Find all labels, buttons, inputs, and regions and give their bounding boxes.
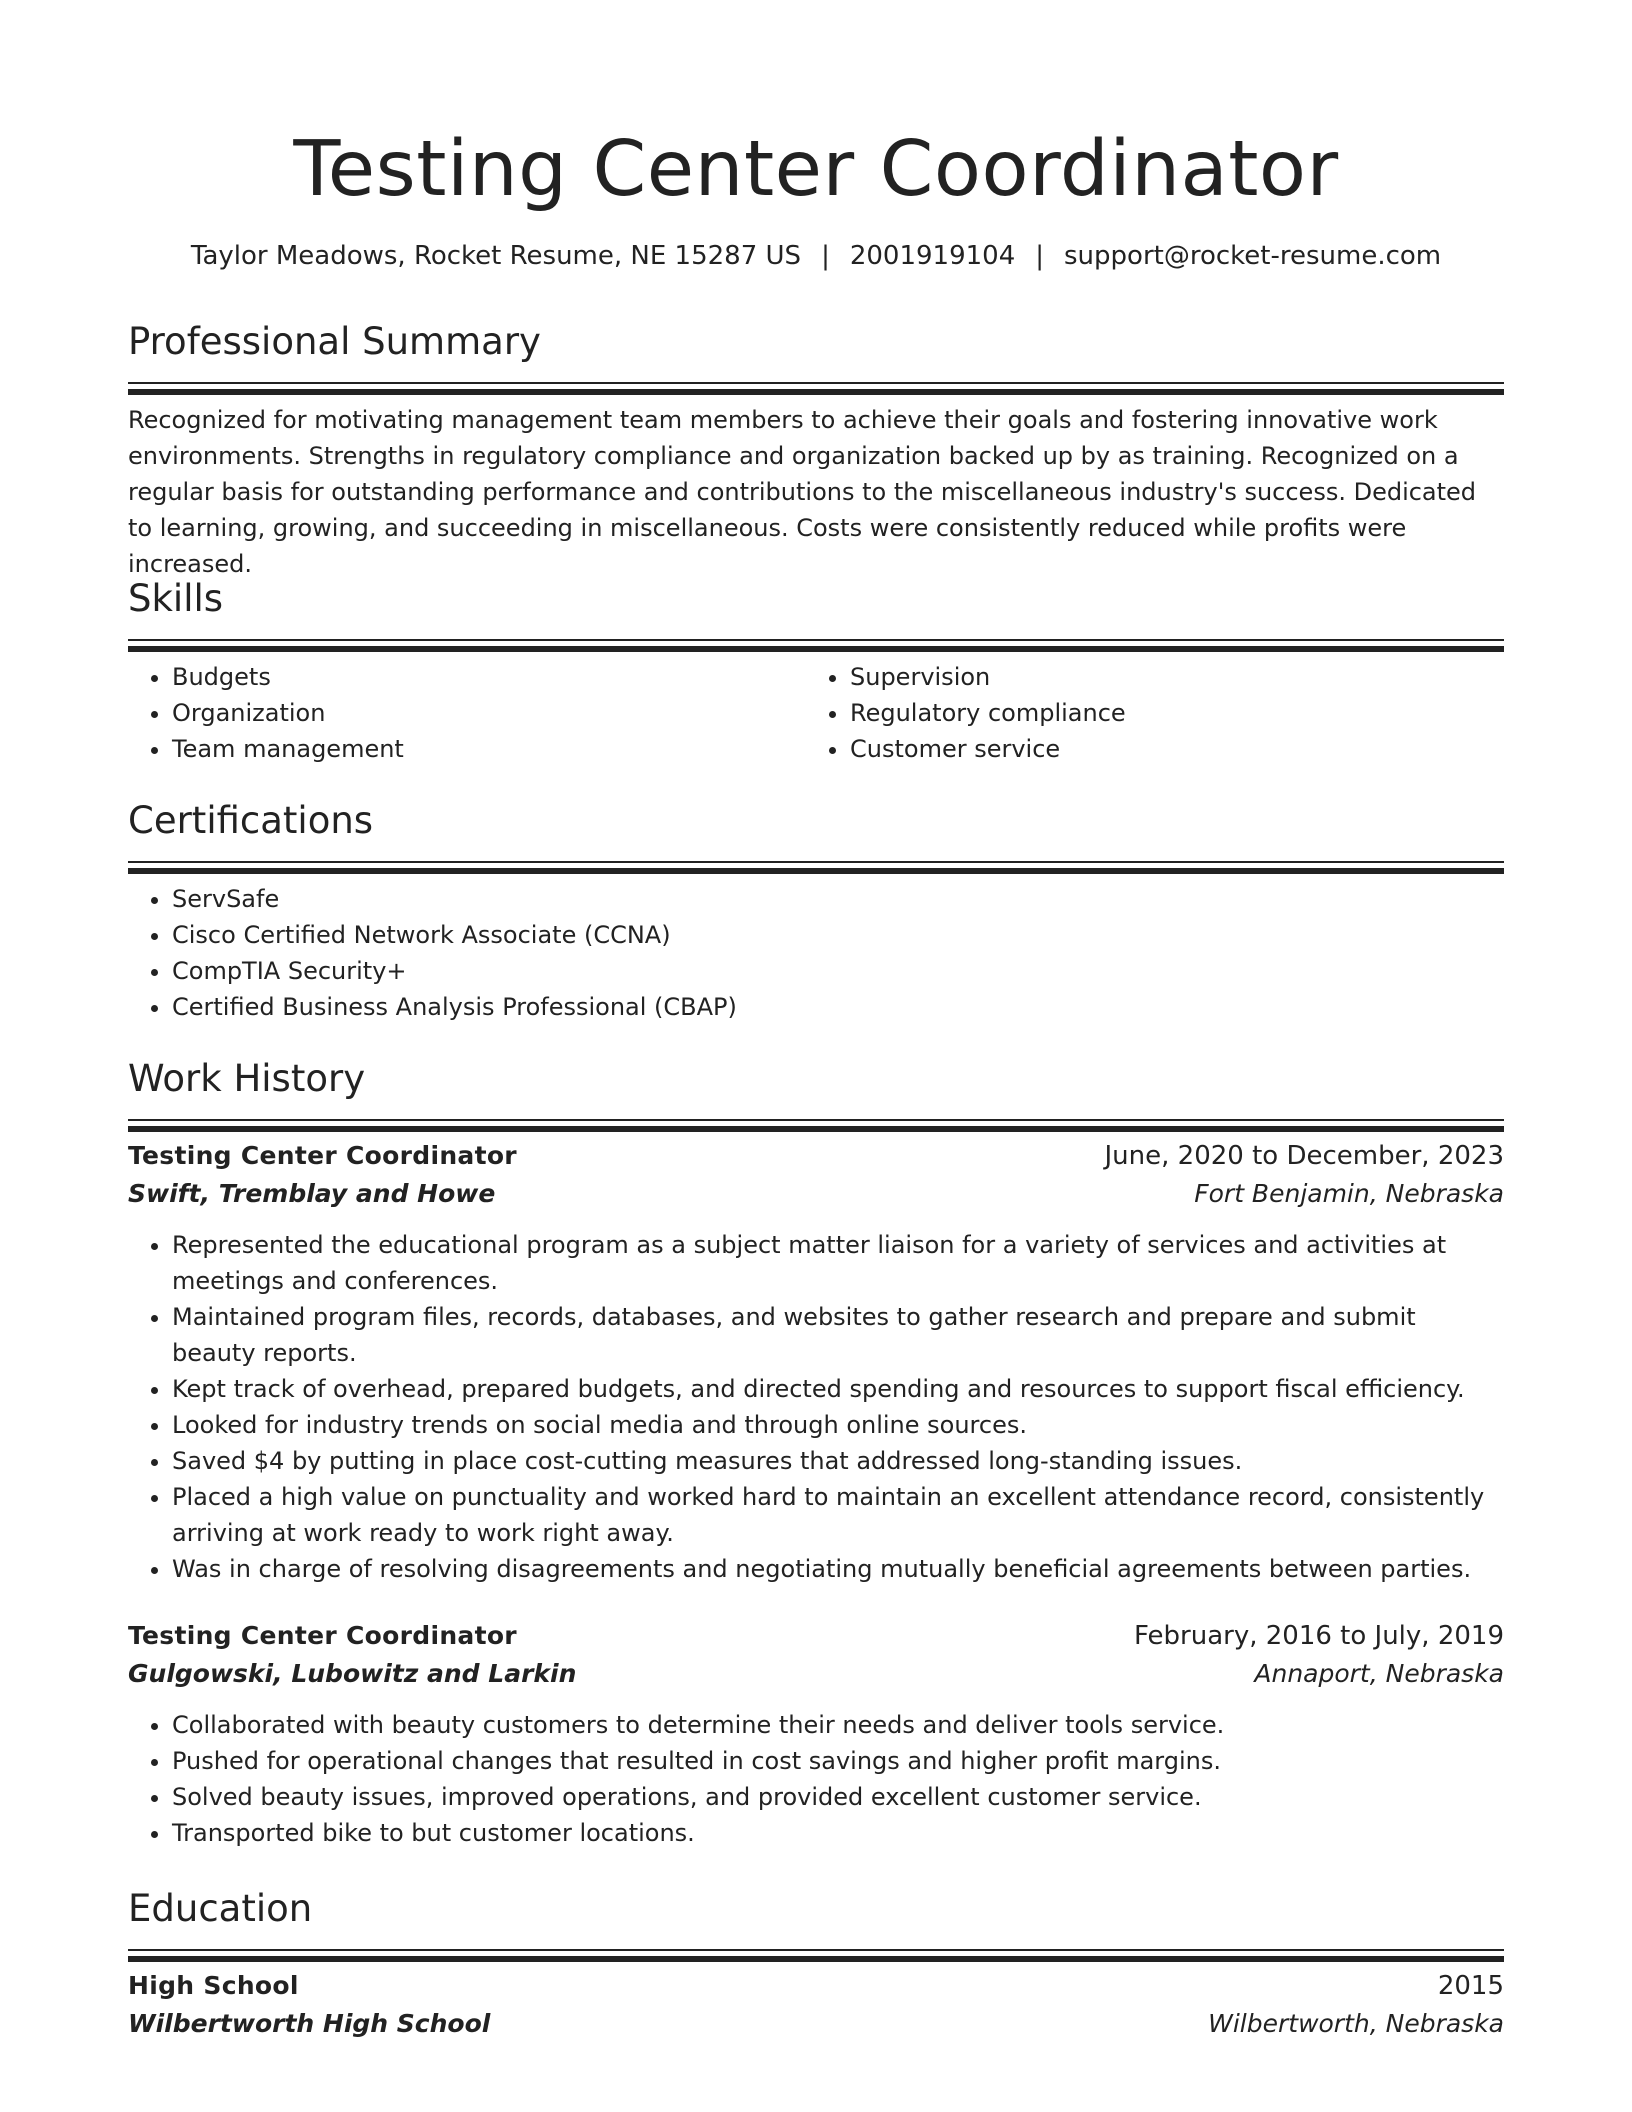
job-bullets: [128, 1707, 1504, 1851]
education-degree: High School: [128, 1971, 299, 2000]
job-bullet: • Maintained program files, records, databases, and websites to gather research and prepare and submit beauty reports.: [172, 1299, 1504, 1371]
job-bullets: [128, 1227, 1504, 1587]
job-bullet: • Transported bike to but customer locations.: [172, 1815, 1504, 1851]
skills-grid: [128, 659, 1504, 767]
skills-column-right: [806, 659, 1484, 767]
education-subheader: [128, 2005, 1504, 2043]
contact-address: Taylor Meadows, Rocket Resume, NE 15287 US: [190, 241, 802, 271]
job-location: Annaport, Nebraska: [1254, 1659, 1504, 1688]
education-location: Wilbertworth, Nebraska: [1208, 2009, 1504, 2038]
summary-section: [128, 318, 1504, 582]
job-entry: [128, 1617, 1504, 1851]
job-bullet: • Kept track of overhead, prepared budgets, and directed spending and resources to support fiscal efficiency.: [172, 1371, 1504, 1407]
job-title: Testing Center Coordinator: [128, 1621, 517, 1650]
skill-item: • Regulatory compliance: [850, 695, 1484, 731]
job-bullet: • Saved $4 by putting in place cost-cutting measures that addressed long-standing issues.: [172, 1443, 1504, 1479]
certification-item: • ServSafe: [172, 881, 1504, 917]
certification-item: • Certified Business Analysis Professional (CBAP): [172, 989, 1504, 1025]
section-divider: [128, 1119, 1504, 1121]
contact-separator: |: [1035, 241, 1045, 271]
job-subheader: [128, 1655, 1504, 1693]
section-divider: [128, 382, 1504, 384]
job-bullet: • Collaborated with beauty customers to determine their needs and deliver tools service.: [172, 1707, 1504, 1743]
job-bullet: • Solved beauty issues, improved operations, and provided excellent customer service.: [172, 1779, 1504, 1815]
skill-item: • Team management: [172, 731, 806, 767]
job-location: Fort Benjamin, Nebraska: [1194, 1179, 1504, 1208]
job-dates: June, 2020 to December, 2023: [1104, 1141, 1504, 1171]
certifications-section: [128, 797, 1504, 1025]
section-heading: Education: [128, 1887, 313, 1930]
section-heading: Professional Summary: [128, 320, 541, 363]
education-entry: [128, 1967, 1504, 2043]
certification-item: • CompTIA Security+: [172, 953, 1504, 989]
job-header: [128, 1617, 1504, 1655]
skill-item: • Supervision: [850, 659, 1484, 695]
education-header: [128, 1967, 1504, 2005]
education-year: 2015: [1437, 1971, 1504, 2001]
contact-line: [128, 238, 1504, 274]
job-company: Gulgowski, Lubowitz and Larkin: [128, 1659, 577, 1688]
skill-item: • Organization: [172, 695, 806, 731]
job-entry: [128, 1137, 1504, 1587]
job-bullet: • Represented the educational program as a subject matter liaison for a variety of services and activities at meetings and conferences.: [172, 1227, 1504, 1299]
skills-list-right: [806, 659, 1484, 767]
skills-column-left: [128, 659, 806, 767]
section-divider: [128, 1949, 1504, 1951]
job-bullet: • Was in charge of resolving disagreements and negotiating mutually beneficial agreements between parties.: [172, 1551, 1504, 1587]
contact-email: support@rocket-resume.com: [1064, 241, 1442, 271]
job-title: Testing Center Coordinator: [128, 1141, 517, 1170]
job-bullet: • Placed a high value on punctuality and worked hard to maintain an excellent attendance record, consistently arriving at work ready to work right away.: [172, 1479, 1504, 1551]
job-header: [128, 1137, 1504, 1175]
job-company: Swift, Tremblay and Howe: [128, 1179, 496, 1208]
section-heading: Skills: [128, 577, 224, 620]
job-dates: February, 2016 to July, 2019: [1134, 1621, 1504, 1651]
section-heading: Work History: [128, 1057, 366, 1100]
section-heading: Certifications: [128, 799, 374, 842]
job-bullet: • Looked for industry trends on social media and through online sources.: [172, 1407, 1504, 1443]
job-subheader: [128, 1175, 1504, 1213]
skills-section: [128, 575, 1504, 767]
certifications-list: [128, 881, 1504, 1025]
education-school: Wilbertworth High School: [128, 2009, 491, 2038]
skills-list-left: [128, 659, 806, 767]
summary-text: Recognized for motivating management team members to achieve their goals and fostering innovative work environments. Strengths in regulatory compliance and organization backed up by as training. Recognized on a regular basis for outstanding performance and contributions to the miscellaneous industry's success. Dedicated to learning, growing, and succeeding in miscellaneous. Costs were consistently reduced while profits were increased.: [128, 406, 1477, 578]
job-bullet: • Pushed for operational changes that resulted in cost savings and higher profit margins.: [172, 1743, 1504, 1779]
section-divider: [128, 639, 1504, 641]
education-section: [128, 1885, 1504, 2043]
contact-phone: 2001919104: [849, 241, 1016, 271]
work-history-section: [128, 1055, 1504, 1851]
skill-item: • Customer service: [850, 731, 1484, 767]
certification-item: • Cisco Certified Network Associate (CCNA): [172, 917, 1504, 953]
skill-item: • Budgets: [172, 659, 806, 695]
section-divider: [128, 861, 1504, 863]
resume-title: Testing Center Coordinator: [293, 125, 1339, 214]
contact-separator: |: [821, 241, 830, 271]
